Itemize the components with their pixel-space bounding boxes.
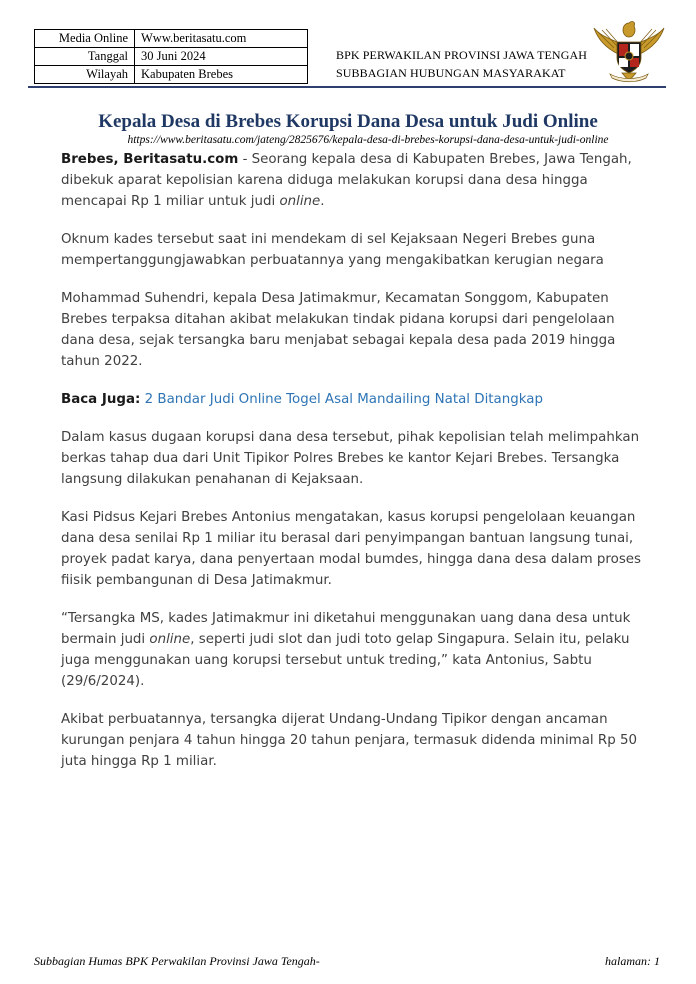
paragraph-5: Kasi Pidsus Kejari Brebes Antonius mengatakan, kasus korupsi pengelolaan keuangan dana desa senilai Rp 1 miliar itu berasal dari penyimpangan bantuan langsung tunai, proyek padat karya, dana penyertaan modal bumdes, hingga dana desa dalam proses fiisik pembangunan di Desa Jatimakmur. bbox=[61, 510, 642, 588]
meta-value: 30 Juni 2024 bbox=[135, 48, 308, 66]
meta-value: Kabupaten Brebes bbox=[135, 66, 308, 84]
read-also bbox=[61, 389, 651, 410]
org-line-2: SUBBAGIAN HUBUNGAN MASYARAKAT bbox=[336, 66, 566, 80]
meta-row-region bbox=[35, 66, 308, 84]
meta-key: Media Online bbox=[35, 30, 135, 48]
page-number: halaman: 1 bbox=[605, 954, 660, 968]
paragraph-3: Mohammad Suhendri, kepala Desa Jatimakmur, Kecamatan Songgom, Kabupaten Brebes terpaksa ditahan akibat melakukan tindak pidana korupsi dari pengelolaan dana desa, sejak tersangka baru menjabat sebagai kepala desa pada 2019 hingga tahun 2022. bbox=[61, 291, 616, 369]
paragraph-2: Oknum kades tersebut saat ini mendekam di sel Kejaksaan Negeri Brebes guna mempertanggungjawabkan perbuatannya yang mengakibatkan kerugian negara bbox=[61, 232, 604, 268]
paragraph-text: - Seorang kepala desa di Kabupaten Brebes, Jawa Tengah, dibekuk aparat kepolisian karena diduga melakukan korupsi dana desa hingga mencapai Rp 1 miliar untuk judi bbox=[61, 152, 632, 209]
paragraph-text: “Tersangka MS, kades Jatimakmur ini diketahui menggunakan uang dana desa untuk bermain judi bbox=[61, 611, 631, 647]
paragraph-text: . bbox=[320, 194, 325, 209]
header-divider bbox=[28, 86, 666, 88]
organization-name bbox=[336, 46, 587, 82]
paragraph-7: Akibat perbuatannya, tersangka dijerat Undang-Undang Tipikor dengan ancaman kurungan penjara 4 tahun hingga 20 tahun penjara, termasuk didenda minimal Rp 50 juta hingga Rp 1 miliar. bbox=[61, 712, 638, 769]
emphasis: online bbox=[279, 194, 321, 209]
meta-value: Www.beritasatu.com bbox=[135, 30, 308, 48]
paragraph-text: , seperti judi slot dan judi toto gelap Singapura. Selain itu, pelaku juga menggunakan uang korupsi tersebut untuk treding,” kata Antonius, Sabtu (29/6/2024). bbox=[61, 632, 630, 689]
emphasis: online bbox=[149, 632, 191, 647]
meta-row-date bbox=[35, 48, 308, 66]
footer-organization: Subbagian Humas BPK Perwakilan Provinsi Jawa Tengah- bbox=[34, 954, 320, 968]
meta-key: Tanggal bbox=[35, 48, 135, 66]
article-body bbox=[61, 149, 651, 789]
garuda-emblem-icon bbox=[592, 18, 666, 84]
paragraph-1 bbox=[61, 149, 651, 212]
read-also-label: Baca Juga: bbox=[61, 392, 141, 407]
source-url: https://www.beritasatu.com/jateng/2825676/kepala-desa-di-brebes-korupsi-dana-desa-untuk-judi-online bbox=[127, 134, 609, 146]
meta-table bbox=[34, 29, 308, 84]
meta-row-media bbox=[35, 30, 308, 48]
dateline: Brebes, Beritasatu.com bbox=[61, 152, 239, 167]
read-also-link[interactable]: 2 Bandar Judi Online Togel Asal Mandailing Natal Ditangkap bbox=[144, 392, 543, 407]
org-line-1: BPK PERWAKILAN PROVINSI JAWA TENGAH bbox=[336, 48, 587, 62]
paragraph-4: Dalam kasus dugaan korupsi dana desa tersebut, pihak kepolisian telah melimpahkan berkas tahap dua dari Unit Tipikor Polres Brebes ke kantor Kejari Brebes. Tersangka langsung dilakukan penahanan di Kejaksaan. bbox=[61, 430, 640, 487]
meta-key: Wilayah bbox=[35, 66, 135, 84]
article-title: Kepala Desa di Brebes Korupsi Dana Desa untuk Judi Online bbox=[98, 111, 598, 132]
paragraph-6 bbox=[61, 608, 651, 692]
